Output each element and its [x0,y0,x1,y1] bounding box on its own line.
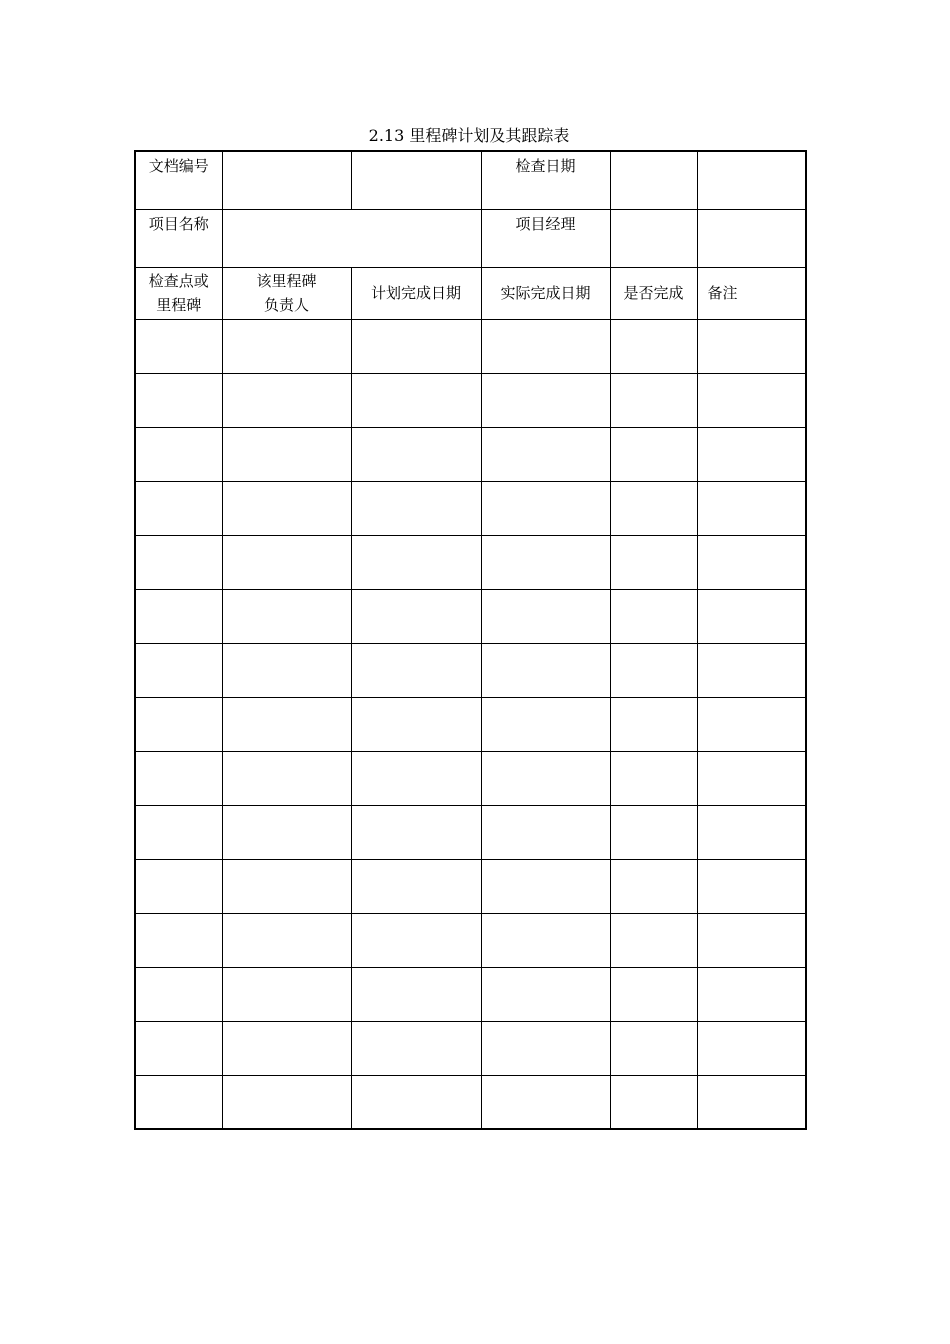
checkpoint-cell[interactable] [135,859,222,913]
remarks-cell[interactable] [697,697,806,751]
checkpoint-cell[interactable] [135,1021,222,1075]
header-remarks: 备注 [697,267,806,319]
actual-date-cell[interactable] [481,1075,610,1129]
table-row [135,697,806,751]
header-planned-date: 计划完成日期 [351,267,481,319]
header-checkpoint-line-2: 里程碑 [156,296,202,314]
checkpoint-cell[interactable] [135,427,222,481]
completed-cell[interactable] [610,481,697,535]
owner-cell[interactable] [222,427,351,481]
completed-cell[interactable] [610,319,697,373]
actual-date-cell[interactable] [481,427,610,481]
table-row [135,427,806,481]
header-owner-line-1: 该里程碑 [256,272,317,290]
checkpoint-cell[interactable] [135,1075,222,1129]
actual-date-cell[interactable] [481,913,610,967]
planned-date-cell[interactable] [351,643,481,697]
completed-cell[interactable] [610,1021,697,1075]
checkpoint-cell[interactable] [135,913,222,967]
checkpoint-cell[interactable] [135,481,222,535]
planned-date-cell[interactable] [351,913,481,967]
planned-date-cell[interactable] [351,535,481,589]
owner-cell[interactable] [222,1021,351,1075]
remarks-cell[interactable] [697,427,806,481]
check-date-field[interactable] [610,151,697,209]
checkpoint-cell[interactable] [135,373,222,427]
remarks-cell[interactable] [697,805,806,859]
actual-date-cell[interactable] [481,697,610,751]
table-row [135,805,806,859]
checkpoint-cell[interactable] [135,643,222,697]
table-row [135,1021,806,1075]
document-number-field[interactable] [222,151,351,209]
checkpoint-cell[interactable] [135,697,222,751]
info-row-document [135,151,806,209]
planned-date-cell[interactable] [351,751,481,805]
table-row [135,643,806,697]
owner-cell[interactable] [222,751,351,805]
checkpoint-cell[interactable] [135,805,222,859]
remarks-cell[interactable] [697,859,806,913]
table-row [135,373,806,427]
actual-date-cell[interactable] [481,589,610,643]
remarks-cell[interactable] [697,373,806,427]
remarks-cell[interactable] [697,643,806,697]
planned-date-cell[interactable] [351,373,481,427]
owner-cell[interactable] [222,805,351,859]
planned-date-cell[interactable] [351,481,481,535]
data-rows [135,319,806,1129]
planned-date-cell[interactable] [351,859,481,913]
remarks-cell[interactable] [697,535,806,589]
completed-cell[interactable] [610,913,697,967]
owner-cell[interactable] [222,859,351,913]
completed-cell[interactable] [610,373,697,427]
owner-cell[interactable] [222,589,351,643]
checkpoint-cell[interactable] [135,535,222,589]
checkpoint-cell[interactable] [135,589,222,643]
remarks-cell[interactable] [697,1021,806,1075]
owner-cell[interactable] [222,967,351,1021]
table-row [135,967,806,1021]
document-title: 2.13 里程碑计划及其跟踪表 [368,126,570,145]
actual-date-cell[interactable] [481,643,610,697]
planned-date-cell[interactable] [351,589,481,643]
table-row [135,1075,806,1129]
actual-date-cell[interactable] [481,859,610,913]
header-actual-date: 实际完成日期 [481,267,610,319]
table-row [135,481,806,535]
completed-cell[interactable] [610,535,697,589]
actual-date-cell[interactable] [481,805,610,859]
remarks-cell[interactable] [697,319,806,373]
header-completed: 是否完成 [610,267,697,319]
actual-date-cell[interactable] [481,319,610,373]
header-checkpoint [135,267,222,319]
planned-date-cell[interactable] [351,805,481,859]
completed-cell[interactable] [610,427,697,481]
table-row [135,859,806,913]
label-project-manager: 项目经理 [481,209,610,267]
owner-cell[interactable] [222,1075,351,1129]
label-check-date: 检查日期 [481,151,610,209]
remarks-cell[interactable] [697,1075,806,1129]
completed-cell[interactable] [610,751,697,805]
remarks-cell[interactable] [697,589,806,643]
check-date-field-extra[interactable] [697,151,806,209]
table-row [135,319,806,373]
project-name-field[interactable] [222,209,481,267]
owner-cell[interactable] [222,481,351,535]
owner-cell[interactable] [222,913,351,967]
actual-date-cell[interactable] [481,373,610,427]
table-row [135,535,806,589]
actual-date-cell[interactable] [481,535,610,589]
remarks-cell[interactable] [697,913,806,967]
milestone-tracking-table [134,150,807,1130]
completed-cell[interactable] [610,1075,697,1129]
completed-cell[interactable] [610,805,697,859]
remarks-cell[interactable] [697,967,806,1021]
checkpoint-cell[interactable] [135,319,222,373]
checkpoint-cell[interactable] [135,967,222,1021]
project-manager-field[interactable] [610,209,697,267]
owner-cell[interactable] [222,535,351,589]
remarks-cell[interactable] [697,481,806,535]
owner-cell[interactable] [222,643,351,697]
planned-date-cell[interactable] [351,967,481,1021]
planned-date-cell[interactable] [351,1021,481,1075]
completed-cell[interactable] [610,697,697,751]
actual-date-cell[interactable] [481,751,610,805]
table-row [135,751,806,805]
planned-date-cell[interactable] [351,1075,481,1129]
actual-date-cell[interactable] [481,967,610,1021]
info-row-project [135,209,806,267]
planned-date-cell[interactable] [351,697,481,751]
header-owner-line-2: 负责人 [263,296,309,314]
completed-cell[interactable] [610,589,697,643]
planned-date-cell[interactable] [351,319,481,373]
checkpoint-cell[interactable] [135,751,222,805]
owner-cell[interactable] [222,373,351,427]
completed-cell[interactable] [610,643,697,697]
header-owner [222,267,351,319]
actual-date-cell[interactable] [481,1021,610,1075]
project-manager-field-extra[interactable] [697,209,806,267]
table-row [135,913,806,967]
header-checkpoint-line-1: 检查点或 [148,272,209,290]
actual-date-cell[interactable] [481,481,610,535]
owner-cell[interactable] [222,319,351,373]
document-number-field-extra[interactable] [351,151,481,209]
table-row [135,589,806,643]
completed-cell[interactable] [610,967,697,1021]
label-document-number: 文档编号 [135,151,222,209]
remarks-cell[interactable] [697,751,806,805]
owner-cell[interactable] [222,697,351,751]
label-project-name: 项目名称 [135,209,222,267]
completed-cell[interactable] [610,859,697,913]
planned-date-cell[interactable] [351,427,481,481]
column-header-row [135,267,806,319]
